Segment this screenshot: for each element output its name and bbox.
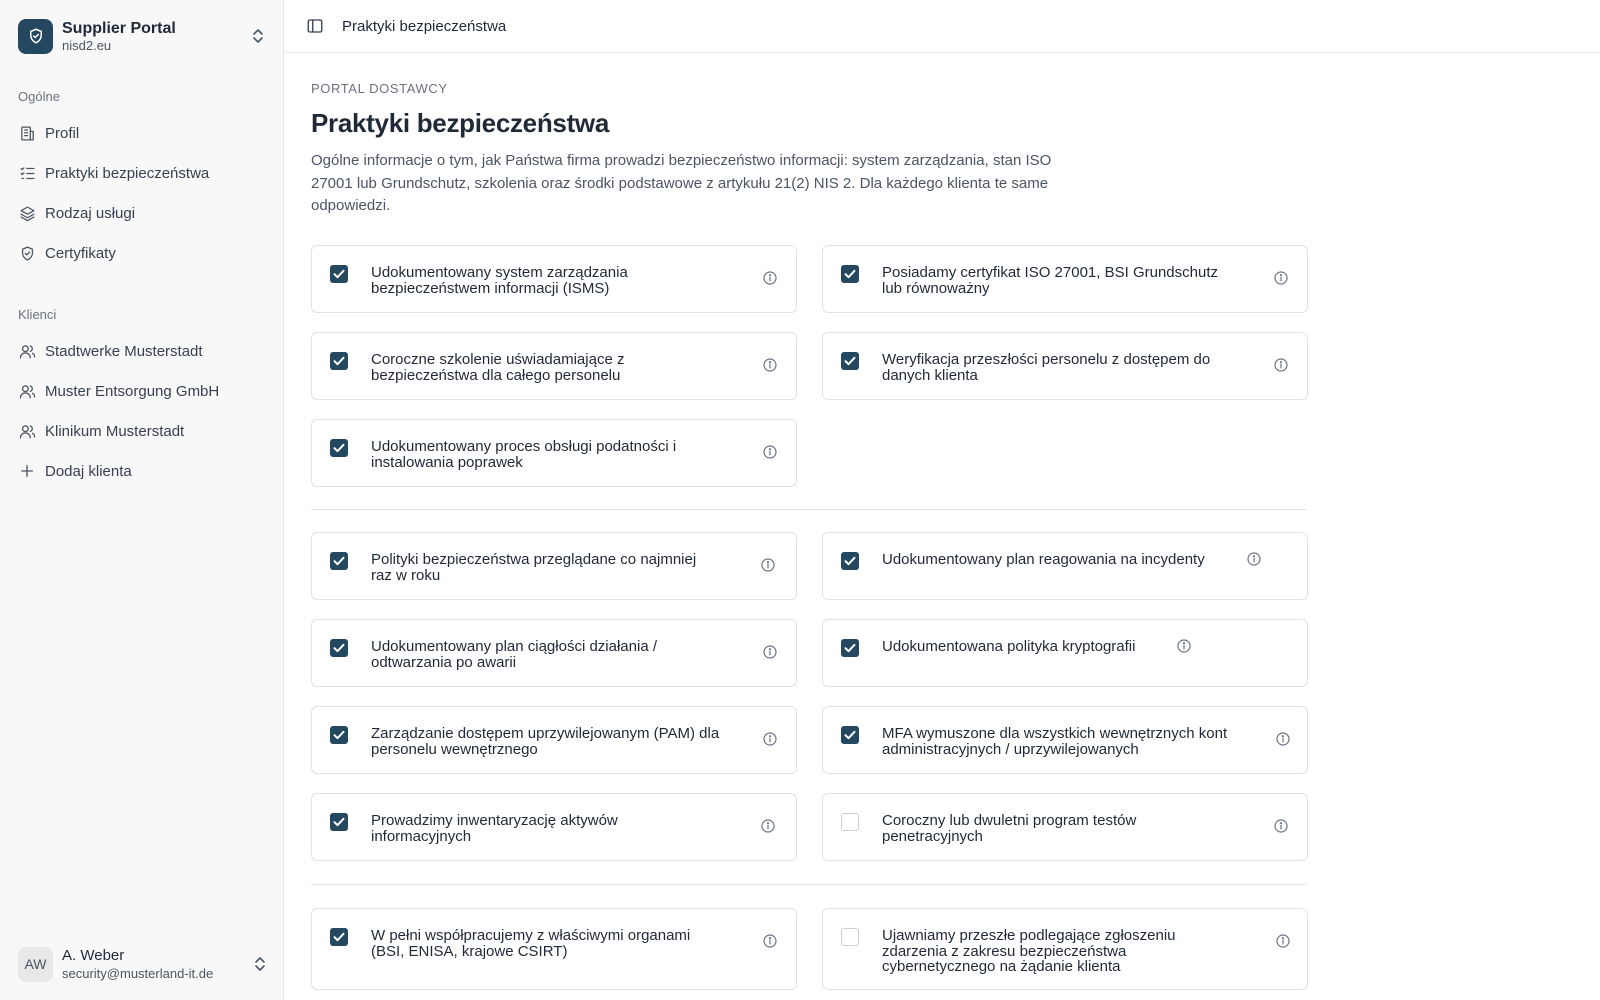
info-icon[interactable] xyxy=(1274,271,1288,285)
plus-icon xyxy=(18,462,36,480)
user-email: security@musterland-it.de xyxy=(62,965,214,981)
practice-label-line: Posiadamy certyfikat ISO 27001, BSI Grundschutz xyxy=(882,264,1218,281)
practice-label-line: informacyjnych xyxy=(371,827,472,845)
info-icon[interactable] xyxy=(763,271,777,285)
brand-title: Supplier Portal xyxy=(62,19,176,37)
practice-label xyxy=(882,726,1227,757)
practice-label-line: Weryfikacja przeszłości personelu z dostępem do xyxy=(882,351,1211,368)
practice-label xyxy=(882,552,1205,568)
sidebar-item-client-klinikum[interactable] xyxy=(18,416,268,446)
sidebar-item-label: Certyfikaty xyxy=(45,244,116,262)
checklist-icon xyxy=(18,164,36,182)
info-icon[interactable] xyxy=(1247,552,1261,566)
practice-card[interactable] xyxy=(311,419,797,487)
info-icon[interactable] xyxy=(763,358,777,372)
sidebar-item-label: Praktyki bezpieczeństwa xyxy=(45,164,210,182)
users-icon xyxy=(18,382,36,400)
practice-label-line: Udokumentowany plan ciągłości działania / xyxy=(371,638,657,655)
info-icon[interactable] xyxy=(1274,358,1288,372)
info-icon[interactable] xyxy=(763,732,777,746)
practice-label-line: lub równoważny xyxy=(882,279,990,297)
sidebar-item-label: Muster Entsorgung GmbH xyxy=(45,382,220,400)
sidebar-item-service-type[interactable] xyxy=(18,198,268,228)
practice-label-line: zdarzenia z zakresu bezpieczeństwa xyxy=(882,942,1127,960)
section-divider xyxy=(311,509,1307,510)
info-icon[interactable] xyxy=(761,819,775,833)
practice-label xyxy=(371,352,624,383)
sidebar-item-security-practices[interactable] xyxy=(18,158,268,188)
practice-checkbox-checked[interactable] xyxy=(330,726,348,744)
brand-subtitle: nisd2.eu xyxy=(62,37,112,53)
chevrons-up-down-icon xyxy=(250,28,266,44)
practice-label xyxy=(371,928,690,959)
sidebar-item-label: Stadtwerke Musterstadt xyxy=(45,342,203,360)
practice-checkbox-checked[interactable] xyxy=(330,552,348,570)
info-icon[interactable] xyxy=(1276,732,1290,746)
add-client-button[interactable] xyxy=(18,456,268,486)
layers-icon xyxy=(18,204,36,222)
page-description: Ogólne informacje o tym, jak Państwa firma prowadzi bezpieczeństwo informacji: system zarządzania, stan ISO 27001 lub Grundschutz, szkolenia oraz środki podstawowe z artykułu 21(2) NIS 2. Dla każdego klienta te same odpowiedzi. xyxy=(311,152,1052,214)
sidebar-item-label: Dodaj klienta xyxy=(45,462,132,480)
practice-label xyxy=(371,639,657,670)
workspace-switcher[interactable] xyxy=(18,18,266,54)
practice-label xyxy=(371,726,719,757)
practice-label-line: Udokumentowany proces obsługi podatności i xyxy=(371,438,677,455)
practice-card[interactable] xyxy=(311,532,797,600)
practice-label-line: Ujawniamy przeszłe podlegające zgłoszeniu xyxy=(882,927,1176,944)
user-menu[interactable] xyxy=(18,945,268,983)
practice-card[interactable] xyxy=(822,908,1308,990)
info-icon[interactable] xyxy=(763,934,777,948)
practice-label-line: Udokumentowana polityka kryptografii xyxy=(882,638,1136,655)
sidebar-item-profile[interactable] xyxy=(18,118,268,148)
practice-checkbox-checked[interactable] xyxy=(841,352,859,370)
practice-label-line: raz w roku xyxy=(371,566,441,584)
practice-card[interactable] xyxy=(311,619,797,687)
info-icon[interactable] xyxy=(763,445,777,459)
sidebar-toggle-icon[interactable] xyxy=(305,16,325,36)
sidebar-item-client-stadtwerke[interactable] xyxy=(18,336,268,366)
practice-card[interactable] xyxy=(822,793,1308,861)
practice-label-line: bezpieczeństwa dla całego personelu xyxy=(371,366,621,384)
practice-label xyxy=(371,813,618,844)
sidebar-item-certificates[interactable] xyxy=(18,238,268,268)
practice-label-line: (BSI, ENISA, krajowe CSIRT) xyxy=(371,942,568,960)
practice-label-line: Coroczny lub dwuletni program testów xyxy=(882,812,1137,829)
info-icon[interactable] xyxy=(761,558,775,572)
practice-checkbox-checked[interactable] xyxy=(330,928,348,946)
info-icon[interactable] xyxy=(1274,819,1288,833)
sidebar-item-label: Profil xyxy=(45,124,80,142)
practice-label xyxy=(371,439,676,470)
practice-label-line: danych klienta xyxy=(882,366,978,384)
practice-label-line: personelu wewnętrznego xyxy=(371,740,538,758)
practice-label-line: Udokumentowany plan reagowania na incydenty xyxy=(882,551,1205,568)
practice-label xyxy=(371,265,628,296)
sidebar-item-label: Rodzaj usługi xyxy=(45,204,136,222)
practice-checkbox-checked[interactable] xyxy=(841,265,859,283)
practice-card[interactable] xyxy=(822,332,1308,400)
sidebar xyxy=(0,0,284,1000)
top-bar xyxy=(285,0,1600,53)
shield-check-logo-icon xyxy=(18,19,53,54)
practice-card[interactable] xyxy=(311,706,797,774)
practice-label-line: instalowania poprawek xyxy=(371,453,523,471)
practice-card[interactable] xyxy=(311,245,797,313)
practice-checkbox-unchecked[interactable] xyxy=(841,813,859,831)
sidebar-item-label: Klinikum Musterstadt xyxy=(45,422,185,440)
shield-icon xyxy=(18,244,36,262)
nav-section-general: Ogólne xyxy=(18,89,60,104)
building-icon xyxy=(18,124,36,142)
practice-label-line: Polityki bezpieczeństwa przeglądane co najmniej xyxy=(371,551,697,568)
practice-label-line: cybernetycznego na żądanie klienta xyxy=(882,958,1121,975)
practice-card[interactable] xyxy=(311,332,797,400)
practice-label-line: MFA wymuszone dla wszystkich wewnętrznych kont xyxy=(882,725,1228,742)
practice-card[interactable] xyxy=(822,532,1308,600)
practice-label-line: administracyjnych / uprzywilejowanych xyxy=(882,740,1139,758)
users-icon xyxy=(18,422,36,440)
practice-checkbox-checked[interactable] xyxy=(330,265,348,283)
practice-card[interactable] xyxy=(822,706,1308,774)
page-eyebrow: PORTAL DOSTAWCY xyxy=(311,81,448,96)
practice-label xyxy=(882,265,1218,296)
practice-checkbox-checked[interactable] xyxy=(330,813,348,831)
user-name: A. Weber xyxy=(62,946,125,964)
practice-checkbox-checked[interactable] xyxy=(841,552,859,570)
practice-label-line: Udokumentowany system zarządzania xyxy=(371,264,628,281)
page-title: Praktyki bezpieczeństwa xyxy=(311,108,610,138)
users-icon xyxy=(18,342,36,360)
practice-label-line: penetracyjnych xyxy=(882,827,983,845)
practice-label xyxy=(882,928,1176,975)
practice-card[interactable] xyxy=(311,908,797,990)
practice-checkbox-checked[interactable] xyxy=(330,352,348,370)
info-icon[interactable] xyxy=(763,645,777,659)
avatar: AW xyxy=(18,947,53,982)
nav-section-clients: Klienci xyxy=(18,307,57,322)
practice-card[interactable] xyxy=(311,793,797,861)
practice-checkbox-checked[interactable] xyxy=(330,639,348,657)
sidebar-item-client-muster-entsorgung[interactable] xyxy=(18,376,268,406)
practice-checkbox-checked[interactable] xyxy=(330,439,348,457)
practice-card[interactable] xyxy=(822,619,1308,687)
practice-label-line: Prowadzimy inwentaryzację aktywów xyxy=(371,812,618,829)
breadcrumb: Praktyki bezpieczeństwa xyxy=(342,17,507,35)
practice-label xyxy=(882,352,1210,383)
practice-label xyxy=(371,552,696,583)
practice-label-line: odtwarzania po awarii xyxy=(371,653,517,671)
practice-label-line: Coroczne szkolenie uświadamiające z xyxy=(371,351,625,368)
section-divider xyxy=(311,884,1307,885)
practice-label-line: W pełni współpracujemy z właściwymi organami xyxy=(371,927,691,944)
practice-checkbox-checked[interactable] xyxy=(841,639,859,657)
practice-label xyxy=(882,813,1136,844)
practice-card[interactable] xyxy=(822,245,1308,313)
practice-checkbox-unchecked[interactable] xyxy=(841,928,859,946)
practice-label xyxy=(882,639,1135,655)
info-icon[interactable] xyxy=(1276,934,1290,948)
practice-checkbox-checked[interactable] xyxy=(841,726,859,744)
chevrons-up-down-icon xyxy=(252,956,268,972)
practice-label-line: Zarządzanie dostępem uprzywilejowanym (PAM) dla xyxy=(371,725,720,742)
practice-label-line: bezpieczeństwem informacji (ISMS) xyxy=(371,279,610,297)
info-icon[interactable] xyxy=(1177,639,1191,653)
